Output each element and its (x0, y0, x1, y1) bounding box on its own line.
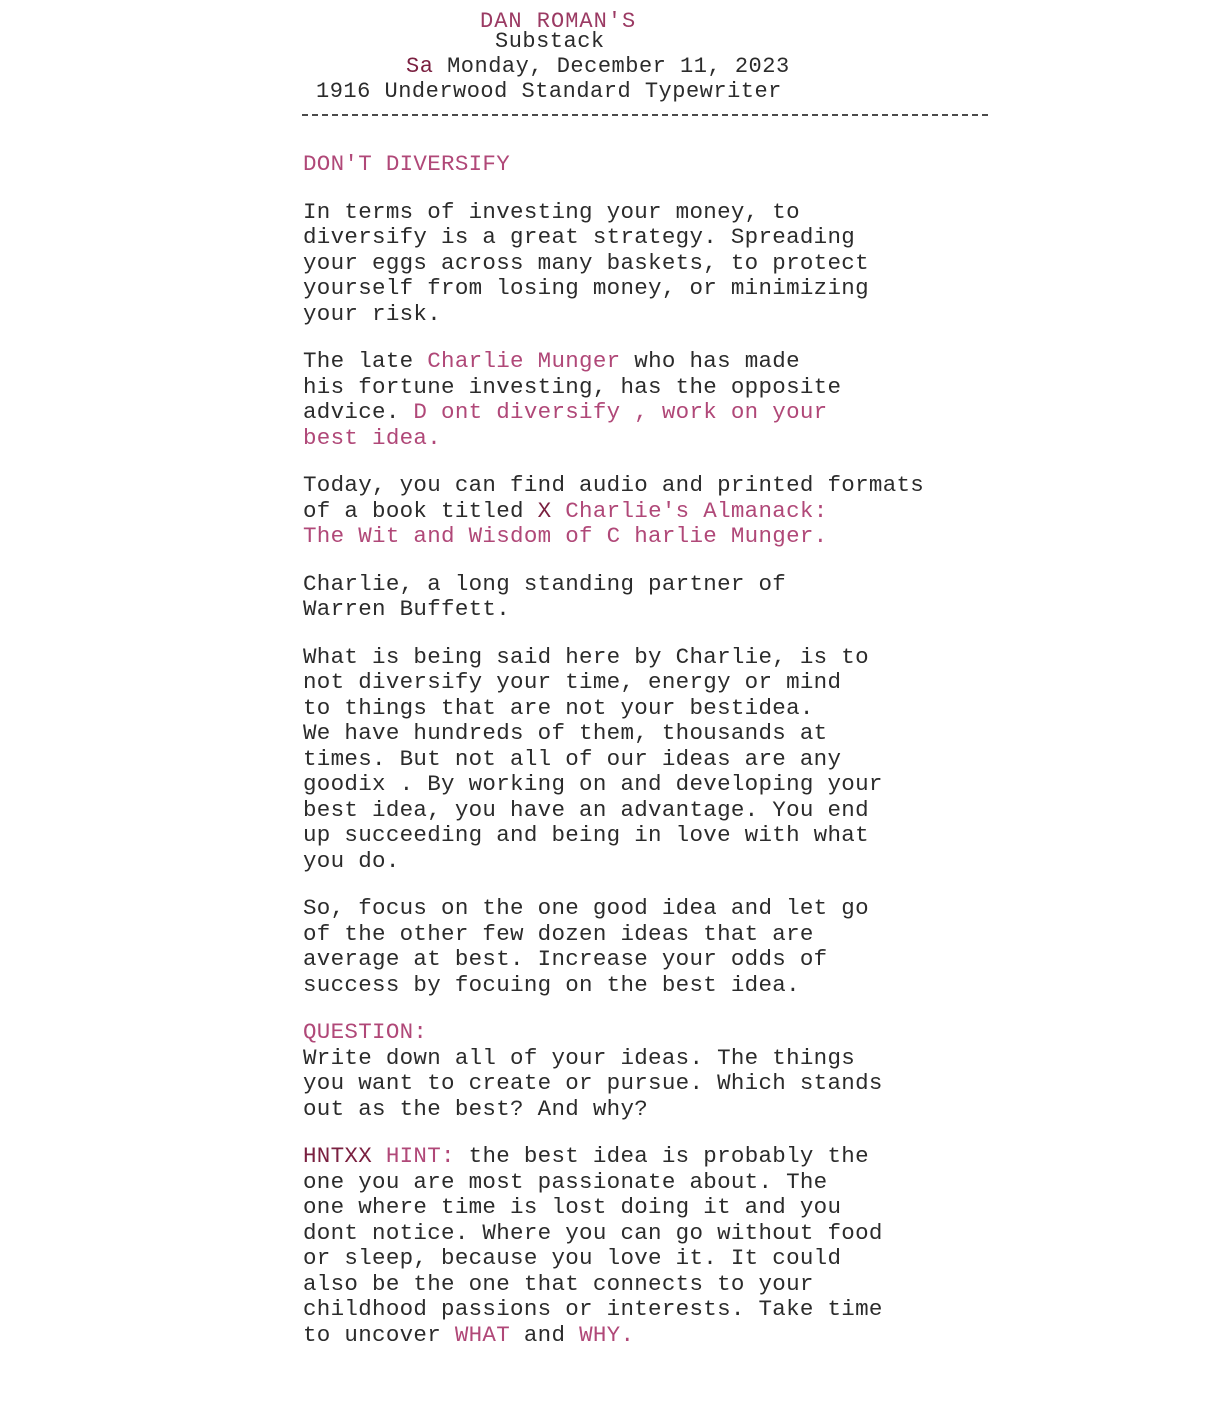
paragraph-focus: So, focus on the one good idea and let go of the other few dozen ideas that are average at best. Increase your odds of success by focuing on the best idea. (303, 895, 869, 998)
struck-characters: X (537, 497, 552, 524)
publication-name: Substack (495, 29, 605, 54)
struck-characters: Sa (406, 54, 434, 79)
date-text: Monday, December 11, 2023 (447, 54, 790, 79)
article-title: DON'T DIVERSIFY (303, 151, 511, 177)
highlighted-quote: D ont diversify , work on your best idea. (303, 399, 828, 451)
text-segment: who has made his fortune investing, has the opposite advice. (303, 348, 842, 425)
paragraph-meaning: What is being said here by Charlie, is to not diversify your time, energy or mind to things that are not your bestidea. We have hundreds of them, thousands at times. But not all of our ideas are any goodix . By working on and developing your best idea, you have an advantage. You end up succeeding and being in love with what you do. (303, 643, 883, 874)
text-segment: and (510, 1321, 580, 1348)
paragraph-investing: In terms of investing your money, to diversify is a great strategy. Spreading your eggs across many baskets, to protect yourself from losing money, or minimizing your risk. (303, 198, 869, 327)
author-name: DAN ROMAN'S (480, 9, 637, 34)
hint-why: WHY. (579, 1321, 635, 1348)
text-segment: Today, you can find audio and printed formats of a book titled (303, 472, 925, 524)
book-title: Charlie's Almanack: The Wit and Wisdom of C harlie Munger. (303, 497, 828, 549)
article-body (303, 152, 993, 1370)
text-segment: The late (303, 348, 428, 374)
hint-block (303, 1144, 993, 1348)
paragraph-partner: Charlie, a long standing partner of Warren Buffett. (303, 570, 787, 622)
dateline (406, 55, 790, 79)
struck-characters: HNTXX (303, 1143, 373, 1169)
hint-what: WHAT (454, 1321, 511, 1348)
typewriter-credit: 1916 Underwood Standard Typewriter (316, 79, 782, 104)
paragraph-book (303, 473, 993, 550)
question-label: QUESTION: (303, 1019, 428, 1045)
paragraph-munger (303, 349, 993, 451)
question-block (303, 1020, 993, 1122)
hint-label: HINT: (372, 1143, 455, 1169)
dashed-divider (302, 114, 988, 116)
hint-text: the best idea is probably the one you are most passionate about. The one where time is lost doing it and you dont notice. Where you can go without food or sleep, because you love it. It could also be the one that connects to your childhood passions or interests. Take time to uncover (303, 1143, 883, 1348)
question-text: Write down all of your ideas. The things you want to create or pursue. Which stands out as the best? And why? (303, 1044, 883, 1122)
highlighted-name: Charlie Munger (427, 348, 621, 374)
